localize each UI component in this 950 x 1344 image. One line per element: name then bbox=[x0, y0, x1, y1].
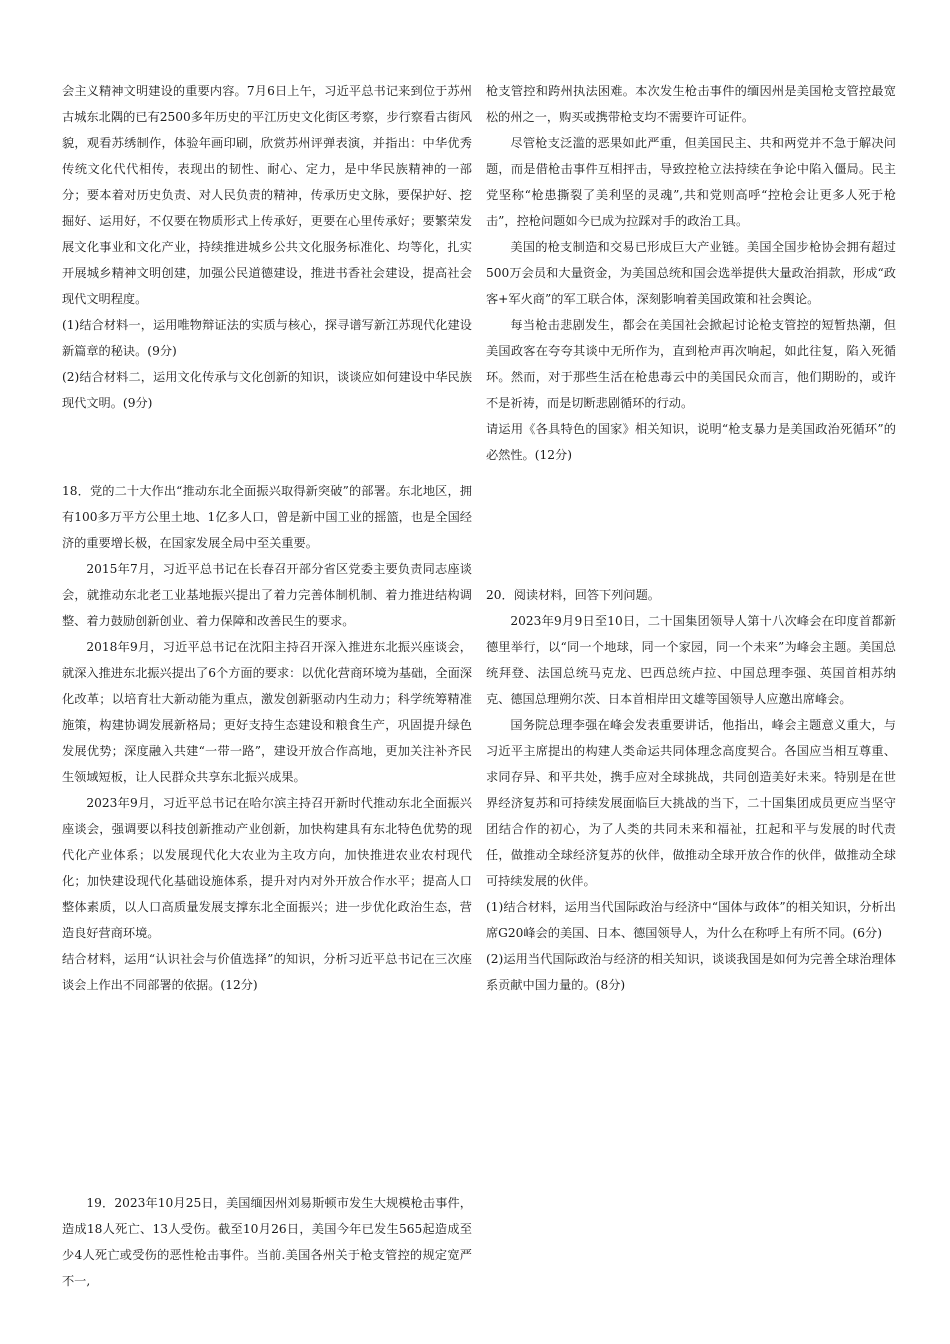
right-column-q19 bbox=[486, 78, 896, 468]
q20-question-2: (2)运用当代国际政治与经济的相关知识，谈谈我国是如何为完善全球治理体系贡献中国力量的。(8分) bbox=[486, 952, 896, 992]
q19-continued: 枪支管控和跨州执法困难。本次发生枪击事件的缅因州是美国枪支管控最宽松的州之一，购买或携带枪支均不需要许可证件。 bbox=[486, 84, 896, 124]
q18-intro: 18．党的二十大作出“推动东北全面振兴取得新突破”的部署。东北地区，拥有100多万平方公里土地、1亿多人口，曾是新中国工业的摇篮，也是全国经济的重要增长极，在国家发展全局中至关重要。 bbox=[62, 484, 472, 550]
q20-question-1: (1)结合材料，运用当代国际政治与经济中“国体与政体”的相关知识，分析出席G20峰会的美国、日本、德国领导人，为什么在称呼上有所不同。(6分) bbox=[486, 900, 896, 940]
q19-para-4: 每当枪击悲剧发生，都会在美国社会掀起讨论枪支管控的短暂热潮，但美国政客在夸夸其谈中无所作为，直到枪声再次响起，如此往复，陷入死循环。然而，对于那些生活在枪患毒云中的美国民众而言，他们期盼的，或许不是祈祷，而是切断悲剧循环的行动。 bbox=[486, 318, 896, 410]
q20-para-2: 国务院总理李强在峰会发表重要讲话，他指出，峰会主题意义重大，与习近平主席提出的构建人类命运共同体理念高度契合。各国应当相互尊重、求同存异、和平共处，携手应对全球挑战，共同创造美好未来。特别是在世界经济复苏和可持续发展面临巨大挑战的当下，二十国集团成员更应当坚守团结合作的初心，为了人类的共同未来和福祉，扛起和平与发展的时代责任，做推动全球经济复苏的伙伴，做推动全球开放合作的伙伴，做推动全球可持续发展的伙伴。 bbox=[486, 718, 896, 888]
q19-question: 请运用《各具特色的国家》相关知识，说明“枪支暴力是美国政治死循环”的必然性。(12分) bbox=[486, 422, 896, 462]
q19-para-2: 尽管枪支泛滥的恶果如此严重，但美国民主、共和两党并不急于解决问题，而是借枪击事件互相抨击，导致控枪立法持续在争论中陷入僵局。民主党坚称“枪患撕裂了美利坚的灵魂”,共和党则高呼“控枪会让更多人死于枪击”，控枪问题如今已成为拉踩对手的政治工具。 bbox=[486, 136, 896, 228]
q17-question-2: (2)结合材料二，运用文化传承与文化创新的知识，谈谈应如何建设中华民族现代文明。(9分) bbox=[62, 370, 472, 410]
q19-intro: 19．2023年10月25日，美国缅因州刘易斯顿市发生大规模枪击事件，造成18人死亡、13人受伤。截至10月26日，美国今年已发生565起造成至少4人死亡或受伤的恶性枪击事件。当前.美国各州关于枪支管控的规定宽严不一, bbox=[62, 1196, 472, 1288]
question-18-block bbox=[62, 478, 472, 998]
question-19-block bbox=[62, 1190, 472, 1294]
q18-para-2023: 2023年9月，习近平总书记在哈尔滨主持召开新时代推动东北全面振兴座谈会，强调要以科技创新推动产业创新，加快构建具有东北特色优势的现代化产业体系；以发展现代化大农业为主攻方向，加快推进农业农村现代化；加快建设现代化基础设施体系，提升对内对外开放合作水平；提高人口整体素质，以人口高质量发展支撑东北全面振兴；进一步优化政治生态，营造良好营商环境。 bbox=[62, 796, 472, 940]
q18-para-2018: 2018年9月，习近平总书记在沈阳主持召开深入推进东北振兴座谈会，就深入推进东北振兴提出了6个方面的要求：以优化营商环境为基础，全面深化改革；以培育壮大新动能为重点，激发创新驱动内生动力；科学统筹精准施策，构建协调发展新格局；更好支持生态建设和粮食生产，巩固提升绿色发展优势；深度融入共建“一带一路”，建设开放合作高地，更加关注补齐民生领域短板，让人民群众共享东北振兴成果。 bbox=[62, 640, 472, 784]
q17-material-two-text: 会主义精神文明建设的重要内容。7月6日上午，习近平总书记来到位于苏州古城东北隅的已有2500多年历史的平江历史文化街区考察，步行察看古街风貌，观看苏绣制作，体验年画印刷，欣赏苏州评弹表演，并指出：中华优秀传统文化代代相传，表现出的韧性、耐心、定力，是中华民族精神的一部分；要本着对历史负责、对人民负责的精神，传承历史文脉，要保护好、挖掘好、运用好，不仅要在物质形式上传承好，更要在心里传承好；要繁荣发展文化事业和文化产业，持续推进城乡公共文化服务标准化、均等化，扎实开展城乡精神文明创建，加强公民道德建设，推进书香社会建设，提高社会现代文明程度。 bbox=[62, 84, 472, 306]
question-20-block bbox=[486, 582, 896, 998]
q18-question: 结合材料，运用“认识社会与价值选择”的知识，分析习近平总书记在三次座谈会上作出不同部署的依据。(12分) bbox=[62, 952, 472, 992]
q18-para-2015: 2015年7月，习近平总书记在长春召开部分省区党委主要负责同志座谈会，就推动东北老工业基地振兴提出了着力完善体制机制、着力推进结构调整、着力鼓励创新创业、着力保障和改善民生的要求。 bbox=[62, 562, 472, 628]
left-column bbox=[62, 78, 472, 416]
q20-para-1: 2023年9月9日至10日，二十国集团领导人第十八次峰会在印度首都新德里举行，以“同一个地球，同一个家园，同一个未来”为峰会主题。美国总统拜登、法国总统马克龙、巴西总统卢拉、中国总理李强、英国首相苏纳克、德国总理朔尔茨、日本首相岸田文雄等国领导人应邀出席峰会。 bbox=[486, 614, 896, 706]
q19-para-3: 美国的枪支制造和交易已形成巨大产业链。美国全国步枪协会拥有超过500万会员和大量资金，为美国总统和国会选举提供大量政治捐款，形成“政客+军火商”的军工联合体，深刻影响着美国政策和社会舆论。 bbox=[486, 240, 896, 306]
q17-question-1: (1)结合材料一，运用唯物辩证法的实质与核心，探寻谱写新江苏现代化建设新篇章的秘诀。(9分) bbox=[62, 318, 472, 358]
q20-title: 20．阅读材料，回答下列问题。 bbox=[486, 588, 660, 602]
